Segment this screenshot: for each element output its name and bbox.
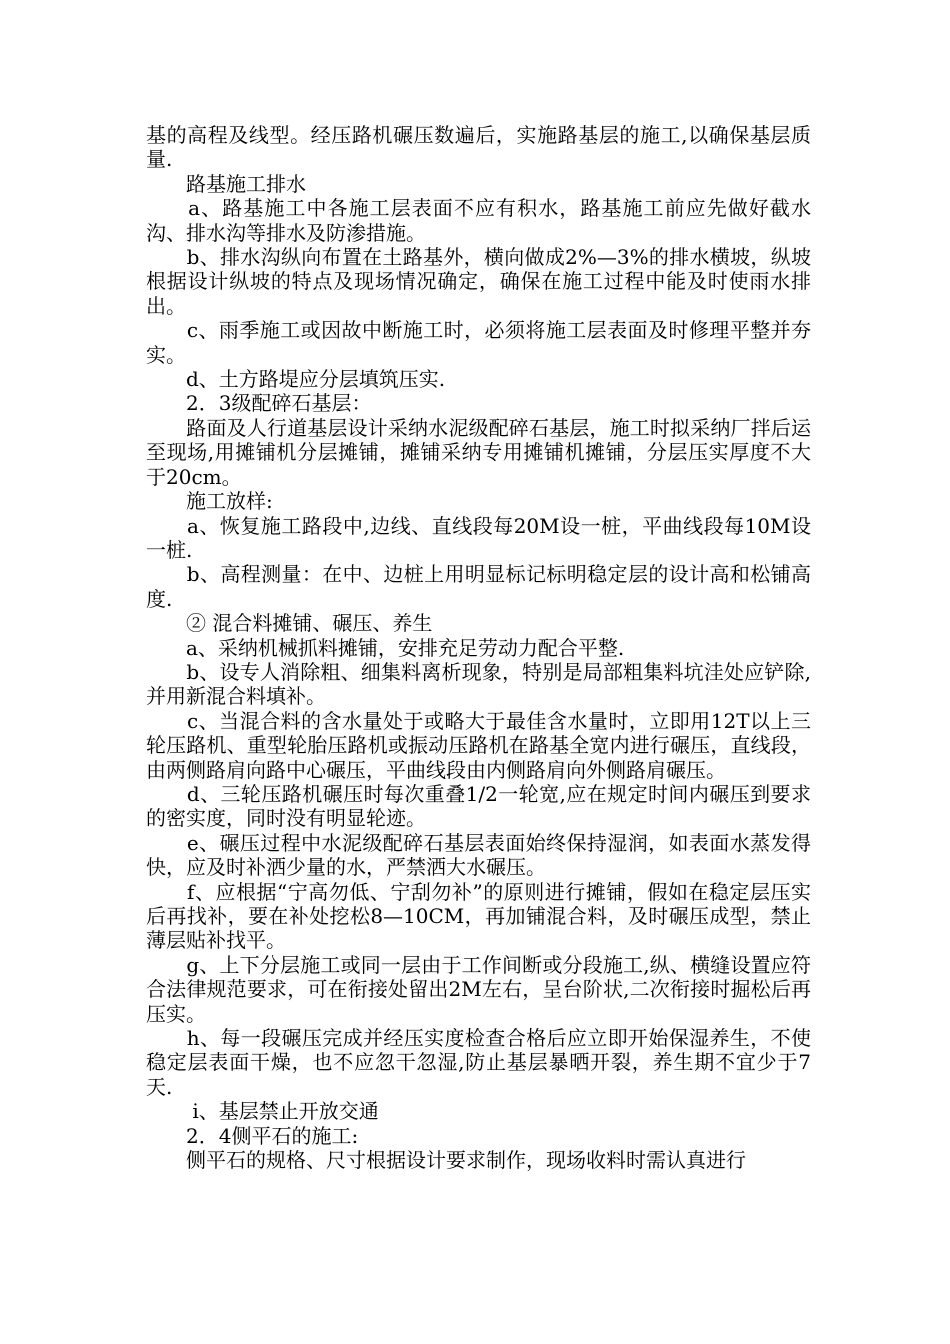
- paragraph: f、应根据“宁高勿低、宁刮勿补”的原则进行摊铺，假如在稳定层压实后再找补，要在补处挖松8—10CM，再加铺混合料，及时碾压成型，禁止薄层贴补找平。: [146, 879, 811, 953]
- paragraph: e、碾压过程中水泥级配碎石基层表面始终保持湿润，如表面水蒸发得快，应及时补洒少量的水，严禁洒大水碾压。: [146, 830, 811, 880]
- section-heading: 施工放样:: [146, 489, 273, 514]
- body-text: [146, 123, 811, 1172]
- paragraph: 侧平石的规格、尺寸根据设计要求制作，现场收料时需认真进行: [146, 1148, 746, 1173]
- paragraph: g、上下分层施工或同一层由于工作间断或分段施工,纵、横缝设置应符合法律规范要求，可在衔接处留出2M左右，呈台阶状,二次衔接时掘松后再压实。: [146, 952, 811, 1026]
- paragraph: a、恢复施工路段中,边线、直线段每20M设一桩，平曲线段每10M设一桩.: [146, 513, 811, 562]
- paragraph: c、当混合料的含水量处于或略大于最佳含水量时，立即用12T以上三轮压路机、重型轮胎压路机或振动压路机在路基全宽内进行碾压，直线段，由两侧路肩向路中心碾压，平曲线段由内侧路肩向外侧路肩碾压。: [146, 708, 811, 782]
- paragraph: d、三轮压路机碾压时每次重叠1/2一轮宽,应在规定时间内碾压到要求的密实度，同时没有明显轮迹。: [146, 781, 811, 831]
- paragraph: 路面及人行道基层设计采纳水泥级配碎石基层，施工时拟采纳厂拌后运至现场,用摊铺机分层摊铺，摊铺采纳专用摊铺机摊铺，分层压实厚度不大于20cm。: [146, 415, 811, 489]
- section-heading: 2．3级配碎石基层：: [146, 391, 372, 416]
- paragraph: 基的高程及线型。经压路机碾压数遍后，实施路基层的施工,以确保基层质量.: [146, 123, 811, 172]
- paragraph: a、采纳机械抓料摊铺，安排充足劳动力配合平整.: [146, 635, 625, 660]
- paragraph: b、排水沟纵向布置在土路基外，横向做成2%—3%的排水横坡，纵坡根据设计纵坡的特点及现场情况确定，确保在施工过程中能及时使雨水排出。: [146, 245, 811, 318]
- paragraph: b、高程测量：在中、边桩上用明显标记标明稳定层的设计高和松铺高度.: [146, 562, 811, 611]
- paragraph: d、土方路堤应分层填筑压实.: [146, 367, 446, 392]
- paragraph: a、路基施工中各施工层表面不应有积水，路基施工前应先做好截水沟、排水沟等排水及防渗措施。: [146, 196, 811, 245]
- section-heading: 2．4侧平石的施工:: [146, 1123, 359, 1148]
- section-heading: 路基施工排水: [146, 171, 306, 196]
- paragraph: i、基层禁止开放交通: [146, 1099, 379, 1124]
- section-heading: ② 混合料摊铺、碾压、养生: [146, 611, 433, 636]
- paragraph: c、雨季施工或因故中断施工时，必须将施工层表面及时修理平整并夯实。: [146, 318, 811, 367]
- paragraph: b、设专人消除粗、细集料离析现象，特别是局部粗集料坑洼处应铲除,并用新混合料填补。: [146, 659, 811, 709]
- paragraph: h、每一段碾压完成并经压实度检查合格后应立即开始保湿养生，不使稳定层表面干燥，也不应忽干忽湿,防止基层暴晒开裂，养生期不宜少于7天.: [146, 1026, 811, 1099]
